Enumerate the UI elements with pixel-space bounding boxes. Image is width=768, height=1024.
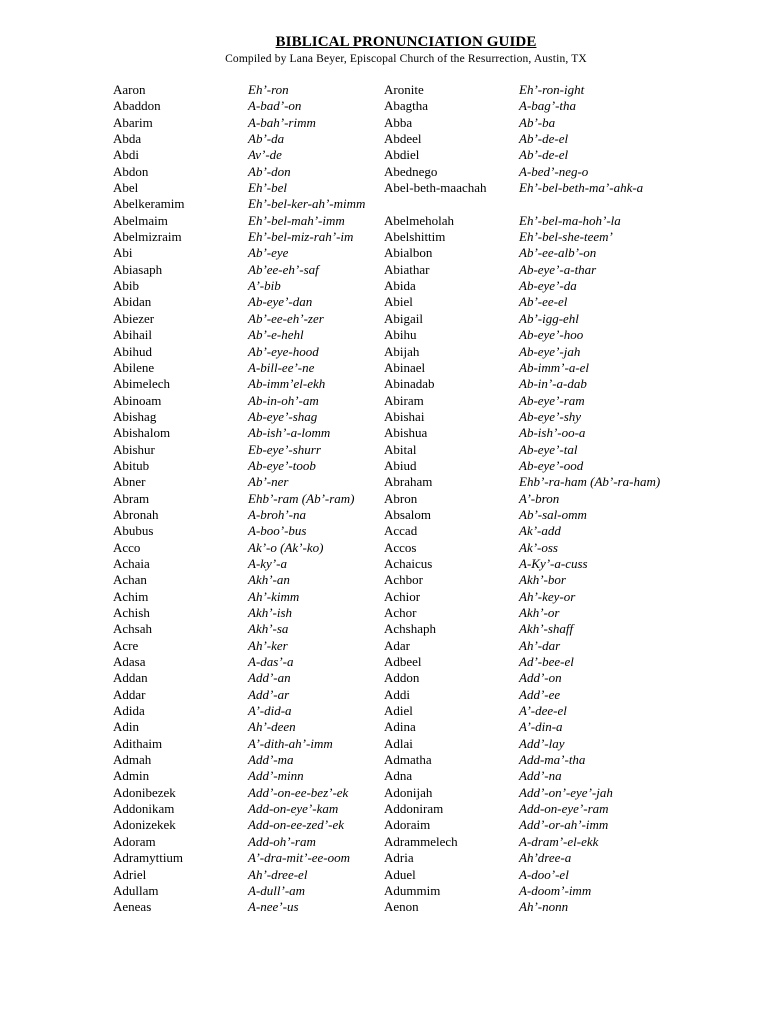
- entry-pronunciation: Ab-in-oh’-am: [248, 392, 319, 408]
- entry-name: Abelshittim: [384, 229, 446, 245]
- entry-pronunciation: Add’-or-ah’-imm: [519, 817, 609, 833]
- entry-pronunciation: A-Ky’-a-cuss: [519, 555, 588, 571]
- entry-pronunciation: Eh’-bel-ma-hoh’-la: [519, 212, 621, 228]
- entry-pronunciation: A’-dra-mit’-ee-oom: [248, 850, 351, 866]
- entry-pronunciation: Ak’-add: [519, 523, 561, 539]
- entry-name: Abishalom: [113, 425, 171, 441]
- entry-pronunciation: Ah’dree-a: [519, 850, 572, 866]
- table-row: [0, 899, 768, 915]
- entry-pronunciation: Ab’-sal-omm: [519, 506, 587, 522]
- entry-pronunciation: Ehb’-ram (Ab’-ram): [248, 490, 355, 506]
- entry-pronunciation: Ab’-eye-hood: [248, 343, 319, 359]
- entry-name: Abilene: [113, 359, 155, 375]
- entry-name: Abiasaph: [113, 261, 163, 277]
- entry-name: Abdon: [113, 163, 149, 179]
- entry-pronunciation: A-bah’-rimm: [248, 114, 316, 130]
- entry-pronunciation: Add’-on: [519, 670, 562, 686]
- table-row: [0, 262, 768, 278]
- entry-name: Achaia: [113, 555, 150, 571]
- table-row: [0, 458, 768, 474]
- entry-name: Achshaph: [384, 621, 436, 637]
- entry-name: Adriel: [113, 866, 147, 882]
- entry-pronunciation: Ab’-eye: [248, 245, 289, 261]
- entry-pronunciation: Add’-on’-eye’-jah: [519, 784, 613, 800]
- entry-pronunciation: A-doom’-imm: [519, 882, 592, 898]
- entry-pronunciation: Akh’-or: [519, 605, 560, 620]
- entry-pronunciation: A’-dith-ah’-imm: [248, 735, 333, 751]
- table-row: [0, 867, 768, 883]
- table-row: [0, 278, 768, 294]
- entry-name: Achaicus: [384, 555, 433, 571]
- table-row: [0, 360, 768, 376]
- table-row: [0, 180, 768, 196]
- entry-pronunciation: A’-dee-el: [519, 703, 567, 719]
- entry-pronunciation: Ab’-de-el: [519, 131, 569, 147]
- entry-name: Abitub: [113, 457, 150, 473]
- entry-pronunciation: A-boo’-bus: [248, 523, 307, 539]
- table-row: [0, 883, 768, 899]
- entry-pronunciation: Ab-eye’-toob: [248, 457, 316, 473]
- table-row: [0, 213, 768, 229]
- table-row: [0, 507, 768, 523]
- table-row: [0, 229, 768, 245]
- entry-name: Acco: [113, 539, 141, 555]
- entry-name: Adithaim: [113, 735, 163, 751]
- entry-pronunciation: Eh’-bel-she-teem’: [519, 229, 613, 245]
- entry-pronunciation: A-ky’-a: [248, 555, 287, 571]
- entry-name: Addi: [384, 686, 410, 702]
- entry-name: Abaddon: [113, 98, 161, 114]
- entry-name: Adin: [113, 719, 139, 735]
- entry-name: Abel-beth-maachah: [384, 180, 487, 196]
- entry-name: Abijah: [384, 343, 420, 359]
- entry-name: Abiezer: [113, 310, 155, 326]
- entry-name: Adramyttium: [113, 850, 184, 866]
- entry-name: Adrammelech: [384, 833, 458, 849]
- table-row: [0, 785, 768, 801]
- entry-pronunciation: A-dram’-el-ekk: [519, 833, 599, 849]
- entry-name: Addoniram: [384, 801, 444, 817]
- entry-name: Abda: [113, 131, 142, 147]
- table-row: [0, 344, 768, 360]
- entry-pronunciation: A-nee’-us: [248, 899, 299, 915]
- entry-pronunciation: Eh’-bel-miz-rah’-im: [248, 229, 354, 245]
- entry-pronunciation: A-das’-a: [248, 654, 294, 670]
- entry-pronunciation: A-doo’-el: [519, 866, 569, 882]
- entry-pronunciation: Add-on-ee-zed’-ek: [248, 817, 344, 833]
- entry-pronunciation: Add’-an: [248, 670, 291, 686]
- entry-pronunciation: A’-bron: [519, 490, 560, 506]
- entry-name: Abram: [113, 490, 150, 506]
- entry-pronunciation: Add-ma’-tha: [519, 752, 586, 768]
- entry-name: Abubus: [113, 523, 154, 539]
- table-row: [0, 409, 768, 425]
- entry-name: Admatha: [384, 752, 432, 768]
- entry-pronunciation: Add-oh’-ram: [248, 833, 316, 849]
- entry-pronunciation: Ab-in’-a-dab: [519, 376, 587, 392]
- table-row: [0, 474, 768, 490]
- table-row: [0, 817, 768, 833]
- entry-name: Admah: [113, 752, 152, 768]
- entry-name: Abelmaim: [113, 212, 168, 228]
- entry-pronunciation: Ab’-don: [248, 163, 291, 179]
- entry-name: Adummim: [384, 882, 441, 898]
- entry-pronunciation: Akh’-sa: [248, 621, 289, 637]
- entry-name: Abronah: [113, 506, 159, 522]
- entry-pronunciation: A-bag’-tha: [519, 98, 577, 114]
- entry-pronunciation: Ab-ish’-a-lomm: [248, 425, 331, 441]
- entry-name: Adoram: [113, 833, 156, 849]
- entry-pronunciation: Ah’-kimm: [248, 588, 300, 604]
- entry-pronunciation: A-bad’-on: [248, 98, 302, 114]
- entry-pronunciation: A-bill-ee’-ne: [248, 359, 315, 375]
- entry-pronunciation: Add’-ee: [519, 686, 561, 702]
- entry-name: Abib: [113, 278, 139, 294]
- entry-name: Achan: [113, 572, 147, 588]
- entry-name: Admin: [113, 768, 150, 784]
- entry-name: Adina: [384, 719, 416, 735]
- entry-pronunciation: Ab-ish’-oo-a: [519, 425, 586, 441]
- entry-name: Abinadab: [384, 376, 435, 392]
- table-row: [0, 115, 768, 131]
- entry-pronunciation: Ah’-key-or: [519, 588, 576, 604]
- table-row: [0, 605, 768, 621]
- table-row: [0, 556, 768, 572]
- entry-pronunciation: Ab-eye’-shag: [248, 408, 318, 424]
- table-row: [0, 621, 768, 637]
- entry-name: Adonizekek: [113, 817, 176, 833]
- entry-pronunciation: Eh’-bel: [248, 180, 287, 196]
- entry-name: Achbor: [384, 572, 423, 588]
- entry-pronunciation: Ab’-ner: [248, 474, 289, 490]
- entry-name: Adonijah: [384, 784, 433, 800]
- entry-name: Abba: [384, 114, 413, 130]
- entry-pronunciation: Add’-ma: [248, 752, 294, 768]
- entry-pronunciation: Ak’-oss: [519, 539, 558, 555]
- entry-name: Achsah: [113, 621, 152, 637]
- entry-pronunciation: Add-on-eye’-ram: [519, 801, 609, 817]
- table-row: [0, 491, 768, 507]
- table-row: [0, 540, 768, 556]
- entry-name: Adonibezek: [113, 784, 176, 800]
- entry-pronunciation: A’-bib: [248, 278, 281, 294]
- entry-name: Abishai: [384, 408, 425, 424]
- entry-pronunciation: Akh’-bor: [519, 572, 566, 588]
- entry-pronunciation: Ab-eye’-shy: [519, 408, 582, 424]
- entry-name: Abi: [113, 245, 133, 261]
- entry-pronunciation: Ab-imm’el-ekh: [248, 376, 326, 392]
- entry-name: Abihud: [113, 343, 152, 359]
- table-row: [0, 294, 768, 310]
- table-row: [0, 196, 768, 212]
- table-row: [0, 834, 768, 850]
- entry-name: Accad: [384, 523, 418, 539]
- entry-name: Adlai: [384, 735, 413, 751]
- entry-name: Abron: [384, 490, 418, 506]
- table-row: [0, 245, 768, 261]
- entry-name: Abihu: [384, 327, 417, 343]
- entry-name: Abigail: [384, 310, 423, 326]
- entry-pronunciation: A-dull’-am: [248, 882, 306, 898]
- entry-pronunciation: Ab’-ee-eh’-zer: [248, 310, 324, 326]
- entry-name: Abimelech: [113, 376, 171, 392]
- entry-name: Achish: [113, 605, 150, 620]
- table-row: [0, 736, 768, 752]
- table-row: [0, 850, 768, 866]
- entry-name: Adasa: [113, 654, 146, 670]
- entry-pronunciation: Ehb’-ra-ham (Ab’-ra-ham): [519, 474, 661, 490]
- entry-pronunciation: Akh’-an: [248, 572, 290, 588]
- entry-pronunciation: Akh’-shaff: [519, 621, 574, 637]
- entry-pronunciation: Av’-de: [248, 147, 282, 163]
- pronunciation-table: [0, 82, 768, 916]
- entry-name: Acre: [113, 637, 139, 653]
- entry-pronunciation: Add’-minn: [248, 768, 304, 784]
- table-row: [0, 82, 768, 98]
- entry-name: Absalom: [384, 506, 431, 522]
- entry-name: Aronite: [384, 82, 424, 97]
- entry-name: Addon: [384, 670, 420, 686]
- table-row: [0, 703, 768, 719]
- entry-pronunciation: Eb-eye’-shurr: [248, 441, 321, 457]
- entry-name: Abinoam: [113, 392, 162, 408]
- entry-pronunciation: Ah’-dree-el: [248, 866, 308, 882]
- entry-name: Addan: [113, 670, 148, 686]
- entry-pronunciation: Ah’-deen: [248, 719, 296, 735]
- entry-name: Abel: [113, 180, 139, 196]
- entry-name: Abiram: [384, 392, 424, 408]
- entry-name: Abishua: [384, 425, 428, 441]
- table-row: [0, 523, 768, 539]
- table-row: [0, 393, 768, 409]
- entry-name: Achor: [384, 605, 417, 620]
- entry-name: Abialbon: [384, 245, 433, 261]
- entry-pronunciation: Ab’-da: [248, 131, 285, 147]
- entry-pronunciation: Add’-on-ee-bez’-ek: [248, 784, 349, 800]
- entry-name: Adiel: [384, 703, 413, 719]
- entry-name: Abdeel: [384, 131, 422, 147]
- table-row: [0, 425, 768, 441]
- table-row: [0, 311, 768, 327]
- document-title: BIBLICAL PRONUNCIATION GUIDE: [275, 34, 537, 50]
- table-row: [0, 638, 768, 654]
- entry-name: Abdi: [113, 147, 139, 163]
- entry-pronunciation: Ab-eye’-ram: [519, 392, 585, 408]
- table-row: [0, 442, 768, 458]
- entry-pronunciation: Ab-eye’-hoo: [519, 327, 584, 343]
- entry-name: Adria: [384, 850, 414, 866]
- entry-name: Aaron: [113, 82, 146, 97]
- entry-name: Abelkeramim: [113, 196, 185, 212]
- entry-pronunciation: Eh’-bel-beth-ma’-ahk-a: [519, 180, 644, 196]
- entry-pronunciation: Ah’-dar: [519, 637, 561, 653]
- entry-pronunciation: Ad’-bee-el: [519, 654, 574, 670]
- entry-name: Aenon: [384, 899, 419, 915]
- entry-name: Abida: [384, 278, 416, 294]
- entry-name: Abishag: [113, 408, 157, 424]
- entry-pronunciation: Ab’-igg-ehl: [519, 310, 579, 326]
- table-row: [0, 752, 768, 768]
- entry-pronunciation: Ab’-ee-alb’-on: [519, 245, 597, 261]
- entry-pronunciation: Ak’-o (Ak’-ko): [248, 539, 324, 555]
- entry-name: Accos: [384, 539, 417, 555]
- entry-pronunciation: Ab’-ba: [519, 114, 556, 130]
- entry-name: Adullam: [113, 882, 159, 898]
- document-subtitle: Compiled by Lana Beyer, Episcopal Church of the Resurrection, Austin, TX: [225, 53, 587, 65]
- table-row: [0, 589, 768, 605]
- entry-name: Abiathar: [384, 261, 430, 277]
- table-row: [0, 376, 768, 392]
- entry-pronunciation: Ab-eye’-jah: [519, 343, 581, 359]
- entry-pronunciation: Eh’-ron-ight: [519, 82, 585, 97]
- entry-pronunciation: Ah’-ker: [248, 637, 288, 653]
- entry-name: Abraham: [384, 474, 433, 490]
- table-row: [0, 801, 768, 817]
- entry-name: Abihail: [113, 327, 152, 343]
- entry-pronunciation: Ab’-ee-el: [519, 294, 568, 310]
- table-row: [0, 131, 768, 147]
- entry-name: Adida: [113, 703, 145, 719]
- entry-name: Abishur: [113, 441, 155, 457]
- entry-pronunciation: Ab’-e-hehl: [248, 327, 304, 343]
- entry-pronunciation: Add’-na: [519, 768, 562, 784]
- entry-pronunciation: Ab’ee-eh’-saf: [248, 261, 319, 277]
- entry-pronunciation: Eh’-bel-mah’-imm: [248, 212, 345, 228]
- entry-name: Abiud: [384, 457, 417, 473]
- entry-pronunciation: Ab-eye’-da: [519, 278, 577, 294]
- table-row: [0, 327, 768, 343]
- table-row: [0, 687, 768, 703]
- table-row: [0, 164, 768, 180]
- entry-name: Abelmizraim: [113, 229, 182, 245]
- table-row: [0, 98, 768, 114]
- table-row: [0, 572, 768, 588]
- entry-pronunciation: Ab-imm’-a-el: [519, 359, 590, 375]
- table-row: [0, 719, 768, 735]
- entry-pronunciation: Add’-ar: [248, 686, 290, 702]
- entry-pronunciation: A’-din-a: [519, 719, 563, 735]
- entry-pronunciation: Ab’-de-el: [519, 147, 569, 163]
- entry-pronunciation: Ab-eye’-dan: [248, 294, 313, 310]
- entry-name: Abarim: [113, 114, 153, 130]
- table-row: [0, 654, 768, 670]
- entry-pronunciation: A-bed’-neg-o: [519, 163, 589, 179]
- entry-pronunciation: Ah’-nonn: [519, 899, 569, 915]
- entry-name: Abidan: [113, 294, 152, 310]
- entry-pronunciation: A-broh’-na: [248, 506, 307, 522]
- entry-name: Abital: [384, 441, 417, 457]
- entry-pronunciation: Ab-eye’-ood: [519, 457, 584, 473]
- entry-pronunciation: Akh’-ish: [248, 605, 293, 620]
- entry-name: Adoraim: [384, 817, 431, 833]
- entry-name: Abiel: [384, 294, 413, 310]
- entry-name: Abelmeholah: [384, 212, 455, 228]
- entry-pronunciation: Eh’-ron: [248, 82, 289, 97]
- entry-name: Addonikam: [113, 801, 175, 817]
- entry-name: Adbeel: [384, 654, 422, 670]
- table-row: [0, 147, 768, 163]
- entry-name: Achim: [113, 588, 149, 604]
- table-row: [0, 670, 768, 686]
- entry-pronunciation: Ab-eye’-a-thar: [519, 261, 597, 277]
- entry-pronunciation: Ab-eye’-tal: [519, 441, 578, 457]
- entry-name: Aduel: [384, 866, 416, 882]
- entry-name: Adar: [384, 637, 410, 653]
- entry-name: Abednego: [384, 163, 438, 179]
- table-row: [0, 768, 768, 784]
- entry-name: Aeneas: [113, 899, 152, 915]
- entry-pronunciation: Add’-lay: [519, 735, 565, 751]
- entry-name: Abdiel: [384, 147, 420, 163]
- entry-name: Achior: [384, 588, 421, 604]
- entry-name: Adna: [384, 768, 413, 784]
- entry-name: Abinael: [384, 359, 426, 375]
- entry-name: Abner: [113, 474, 146, 490]
- entry-pronunciation: A’-did-a: [248, 703, 292, 719]
- entry-name: Abagtha: [384, 98, 429, 114]
- entry-name: Addar: [113, 686, 146, 702]
- entry-pronunciation: Eh’-bel-ker-ah’-mimm: [248, 196, 366, 212]
- entry-pronunciation: Add-on-eye’-kam: [248, 801, 339, 817]
